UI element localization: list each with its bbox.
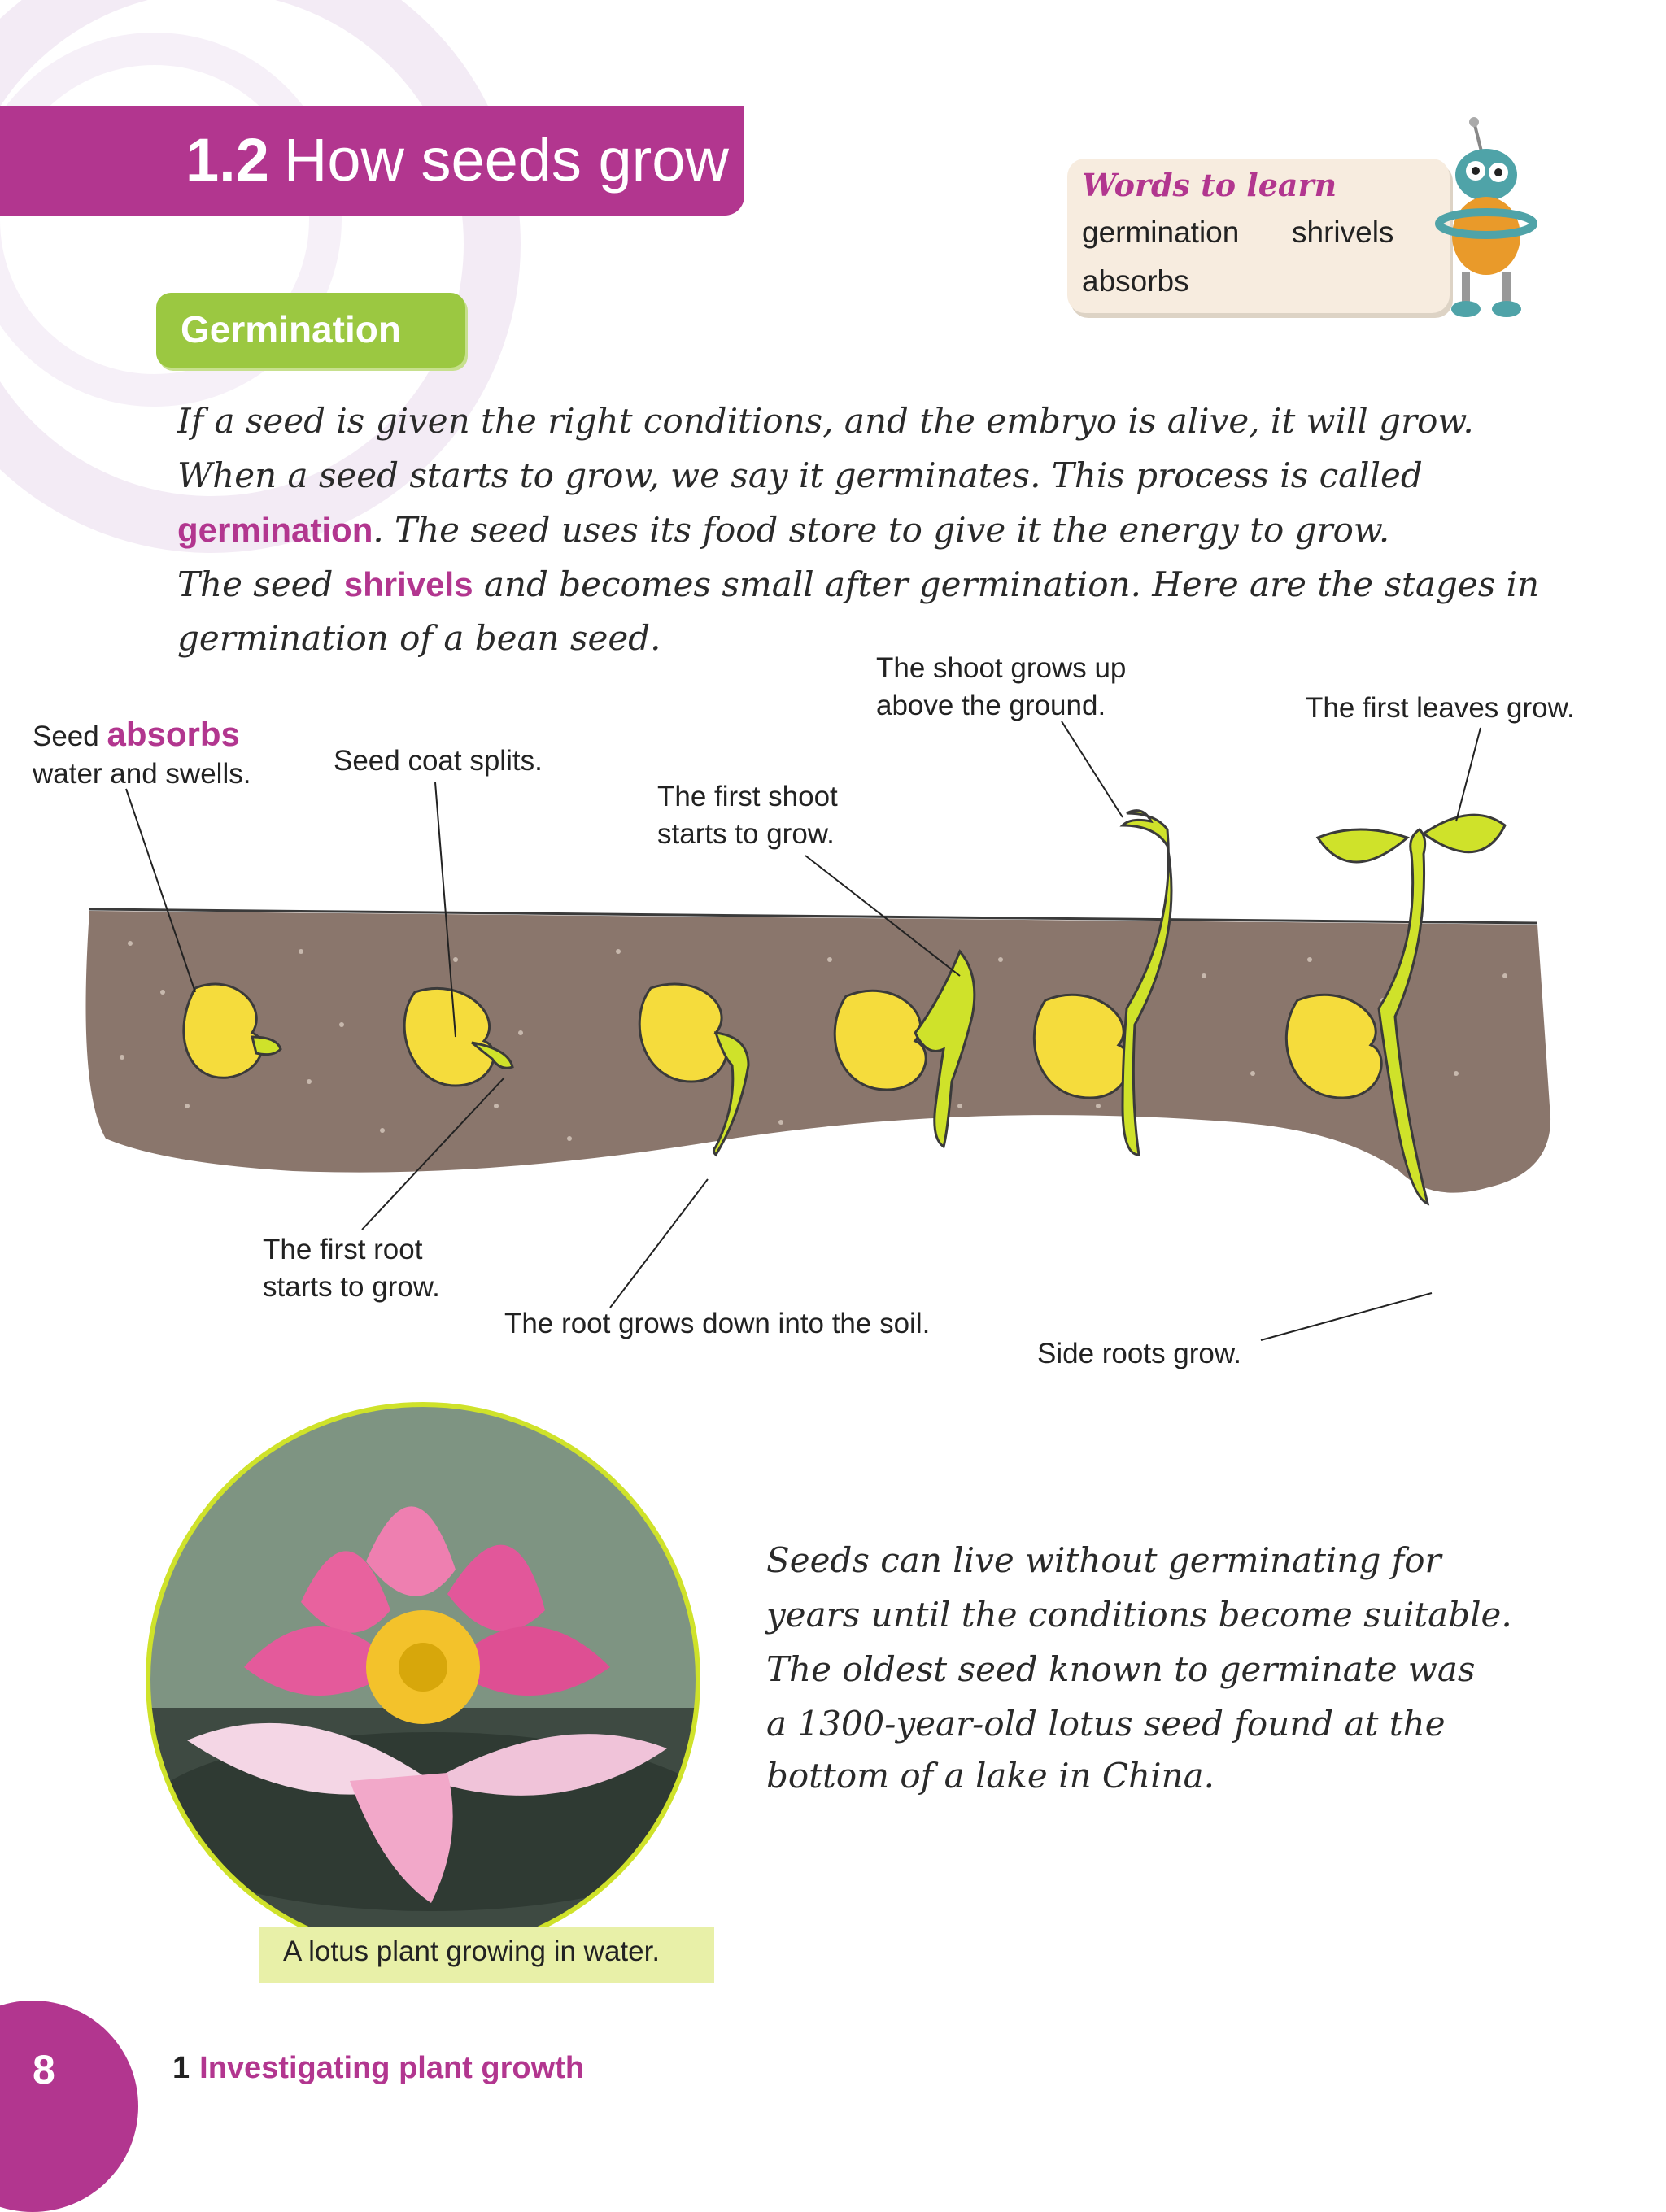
intro-line-2: When a seed starts to grow, we say it germinates. This process is called bbox=[177, 455, 1423, 495]
page-number: 8 bbox=[33, 2047, 55, 2092]
intro-line-5: germination of a bean seed. bbox=[177, 618, 661, 658]
label-first-root-1: The first root bbox=[263, 1234, 423, 1265]
label-root-grows-down: The root grows down into the soil. bbox=[504, 1308, 931, 1339]
label-first-root-2: starts to grow. bbox=[263, 1271, 440, 1303]
keyword-shrivels: shrivels bbox=[343, 565, 473, 603]
label-first-shoot-1: The first shoot bbox=[657, 781, 838, 812]
label-shoot-grows-up-1: The shoot grows up bbox=[876, 652, 1127, 684]
label-side-roots: Side roots grow. bbox=[1037, 1338, 1241, 1369]
label-first-shoot-2: starts to grow. bbox=[657, 818, 835, 850]
fact-line-2: years until the conditions become suitable. bbox=[766, 1595, 1512, 1635]
lotus-photo bbox=[138, 1399, 708, 1960]
robot-mascot-icon bbox=[1425, 114, 1547, 333]
intro-line-1: If a seed is given the right conditions, and the embryo is alive, it will grow. bbox=[177, 401, 1474, 441]
word-absorbs: absorbs bbox=[1082, 264, 1189, 298]
fact-line-4: a 1300-year-old lotus seed found at the bbox=[766, 1704, 1446, 1744]
fact-line-5: bottom of a lake in China. bbox=[766, 1756, 1215, 1796]
label-seed-absorbs: Seed absorbs bbox=[33, 715, 240, 753]
page-title bbox=[185, 124, 729, 197]
photo-caption: A lotus plant growing in water. bbox=[283, 1936, 661, 1967]
words-to-learn-title: Words to learn bbox=[1082, 167, 1337, 203]
intro-line-3: germination. The seed uses its food store to give it the energy to grow. bbox=[177, 510, 1390, 550]
keyword-germination: germination bbox=[177, 511, 373, 549]
label-water-and-swells: water and swells. bbox=[33, 758, 251, 790]
fact-line-1: Seeds can live without germinating for bbox=[766, 1540, 1441, 1580]
germination-tag: Germination bbox=[156, 293, 465, 368]
chapter-number: 1 bbox=[172, 2051, 190, 2085]
word-shrivels: shrivels bbox=[1292, 216, 1394, 249]
label-seed-coat-splits: Seed coat splits. bbox=[334, 745, 543, 777]
word-germination: germination bbox=[1082, 216, 1240, 249]
section-number: 1.2 bbox=[185, 126, 269, 194]
intro-line-4: The seed shrivels and becomes small after germination. Here are the stages in bbox=[177, 564, 1540, 604]
label-shoot-grows-up-2: above the ground. bbox=[876, 690, 1106, 721]
label-first-leaves: The first leaves grow. bbox=[1306, 692, 1575, 724]
section-title: How seeds grow bbox=[283, 126, 729, 194]
chapter-footer bbox=[172, 2051, 584, 2086]
page-number-circle bbox=[0, 2001, 138, 2212]
fact-line-3: The oldest seed known to germinate was bbox=[766, 1649, 1476, 1689]
keyword-absorbs: absorbs bbox=[107, 715, 240, 753]
chapter-title: Investigating plant growth bbox=[199, 2051, 585, 2085]
